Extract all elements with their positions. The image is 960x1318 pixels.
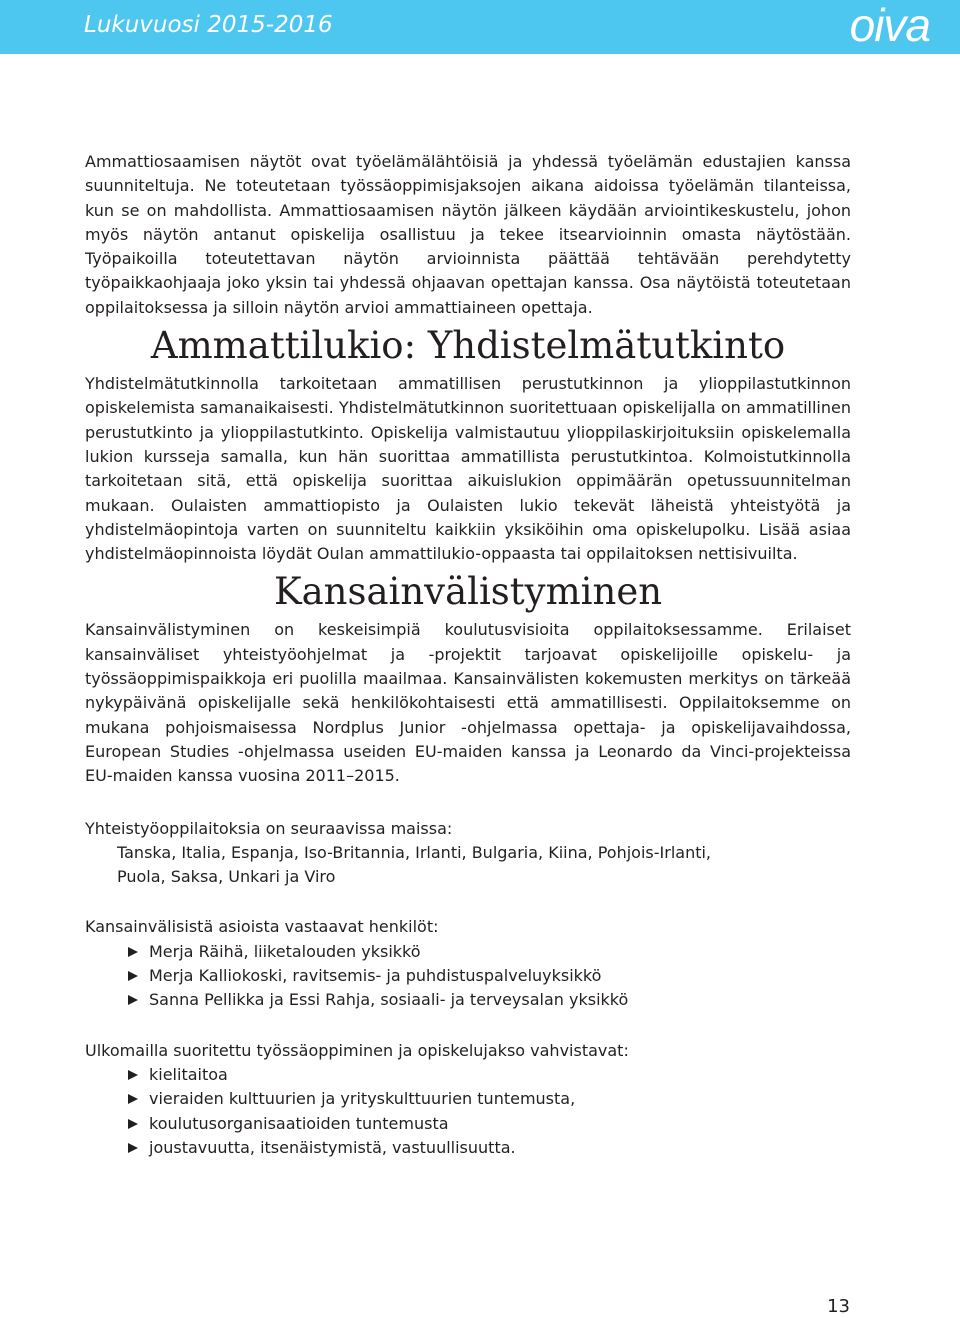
list-item [85,988,851,1012]
triangle-bullet-icon [128,1143,138,1153]
benefit-text: vieraiden kulttuurien ja yrityskulttuurien tuntemusta, [149,1089,576,1109]
partners-label: Yhteistyöoppilaitoksia on seuraavissa maissa: [85,818,453,838]
contacts-label: Kansainvälisistä asioista vastaavat henkilöt: [85,917,439,937]
page-content [85,150,851,1160]
brand-logo: oiva [849,0,930,51]
list-item [85,964,851,988]
contacts-list [85,940,851,1013]
heading-kansainvalistyminen: Kansainvälistyminen [273,570,663,614]
triangle-bullet-icon [128,1094,138,1104]
contact-text: Merja Kalliokoski, ravitsemis- ja puhdistuspalveluyksikkö [149,966,602,986]
countries-line-2: Puola, Saksa, Unkari ja Viro [117,867,336,887]
triangle-bullet-icon [128,995,138,1005]
contact-text: Merja Räihä, liiketalouden yksikkö [149,941,421,961]
countries-line-1: Tanska, Italia, Espanja, Iso-Britannia, Irlanti, Bulgaria, Kiina, Pohjois-Irlanti, [117,842,712,862]
paragraph-naytot: Ammattiosaamisen näytöt ovat työelämälähtöisiä ja yhdessä työelämän edustajien kanssa suunniteltuja. Ne toteutetaan työssäoppimisjaksojen aikana aidoissa työelämän tilanteissa, kun se on mahdollista. Ammattiosaamisen näytön jälkeen käydään arviointikeskustelu, johon myös näytön antanut opiskelija osallistuu ja tekee itsearvioinnin omasta näytöstään. Työpaikoilla toteutettavan näytön arvioinnista päättää tehtävään perehdytetty työpaikkaohjaaja joko yksin tai yhdessä ohjaavan opettajan kanssa. Osa näytöistä toteutetaan oppilaitoksessa ja silloin näytön arvioi ammattiaineen opettaja. [85,152,851,317]
triangle-bullet-icon [128,1070,138,1080]
triangle-bullet-icon [128,947,138,957]
paragraph-ammattilukio: Yhdistelmätutkinnolla tarkoitetaan ammatillisen perustutkinnon ja ylioppilastutkinnon opiskelemista samanaikaisesti. Yhdistelmätutkinnon suoritettuaan opiskelijalla on ammatillinen perustutkinto ja ylioppilastutkinto. Opiskelija valmistautuu ylioppilaskirjoituksiin opiskelemalla lukion kursseja samalla, kun hän suorittaa ammatillista perustutkintoa. Kolmoistutkinnolla tarkoitetaan sitä, että opiskelija suorittaa aikuislukion oppimäärän opetussuunnitelman mukaan. Oulaisten ammattiopisto ja Oulaisten lukio tekevät läheistä yhteistyötä ja yhdistelmäopintoja varten on suunniteltu kaikkiin yksiköihin oma opiskelupolku. Lisää asiaa yhdistelmäopinnoista löydät Oulan ammattilukio-oppaasta tai oppilaitoksen nettisivuilta. [85,374,851,564]
list-item [85,1136,851,1160]
heading-ammattilukio: Ammattilukio: Yhdistelmätutkinto [150,324,786,368]
header-title: Lukuvuosi 2015-2016 [84,12,333,38]
triangle-bullet-icon [128,1119,138,1129]
page-header [0,0,960,54]
list-item [85,1112,851,1136]
paragraph-kansainvalistyminen: Kansainvälistyminen on keskeisimpiä koulutusvisioita oppilaitoksessamme. Erilaiset kansainväliset yhteistyöohjelmat ja -projektit tarjoavat opiskelijoille opiskelu- ja työssäoppimispaikkoja eri puolilla maailmaa. Kansainvälisten kokemusten merkitys on tärkeää nykypäivänä opiskelijalle sekä henkilökohtaisesti että ammatillisesti. Oppilaitoksemme on mukana pohjoismaisessa Nordplus Junior -ohjelmassa opettaja- ja opiskelijavaihdossa, European Studies -ohjelmassa useiden EU-maiden kanssa ja Leonardo da Vinci-projekteissa EU-maiden kanssa vuosina 2011–2015. [85,620,851,786]
list-item [85,1063,851,1087]
list-item [85,940,851,964]
benefit-text: kielitaitoa [149,1064,228,1084]
benefit-text: koulutusorganisaatioiden tuntemusta [149,1113,449,1133]
benefits-list [85,1063,851,1160]
benefit-text: joustavuutta, itsenäistymistä, vastuullisuutta. [149,1137,516,1157]
page-number: 13 [827,1296,850,1317]
list-item [85,1087,851,1111]
benefits-label: Ulkomailla suoritettu työssäoppiminen ja opiskelujakso vahvistavat: [85,1040,629,1060]
contact-text: Sanna Pellikka ja Essi Rahja, sosiaali- ja terveysalan yksikkö [149,990,629,1010]
triangle-bullet-icon [128,971,138,981]
